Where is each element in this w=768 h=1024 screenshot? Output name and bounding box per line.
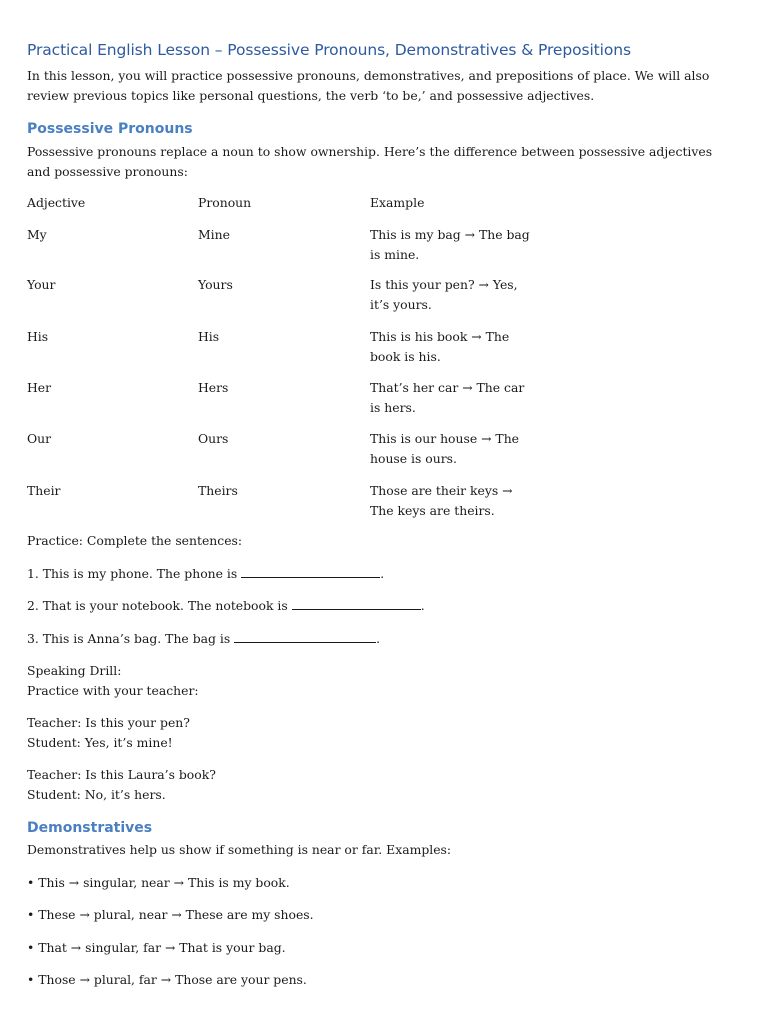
practice-item-end: . bbox=[420, 598, 425, 613]
table-cell-adjective: Our bbox=[27, 431, 52, 446]
table-cell-example: That’s her car → The car is hers. bbox=[370, 380, 525, 415]
table-cell-example: Is this your pen? → Yes, it’s yours. bbox=[370, 277, 518, 312]
demonstrative-item: • That → singular, far → That is your bag. bbox=[27, 939, 286, 955]
demonstratives-heading: Demonstratives bbox=[27, 820, 153, 836]
student-line: Student: Yes, it’s mine! bbox=[27, 734, 173, 750]
table-cell-pronoun: Hers bbox=[198, 380, 229, 395]
practice-item-text: 3. This is Anna’s bag. The bag is bbox=[27, 630, 235, 646]
demonstratives-description: Demonstratives help us show if something is near or far. Examples: bbox=[27, 842, 452, 857]
practice-item bbox=[27, 629, 739, 649]
demonstrative-item: • This → singular, near → This is my book. bbox=[27, 874, 290, 890]
table-row bbox=[27, 378, 547, 429]
table-cell-adjective: Her bbox=[27, 380, 52, 395]
answer-blank[interactable] bbox=[234, 629, 376, 643]
possessive-description: Possessive pronouns replace a noun to show ownership. Here’s the difference between possessive adjectives and possessive pronouns: bbox=[27, 144, 713, 179]
table-cell-pronoun: Ours bbox=[198, 431, 229, 446]
table-header-adjective: Adjective bbox=[27, 195, 86, 210]
practice-item bbox=[27, 564, 739, 584]
table-header-pronoun: Pronoun bbox=[198, 195, 252, 210]
demonstrative-item: • Those → plural, far → Those are your pens. bbox=[27, 972, 307, 987]
speaking-drill-label: Speaking Drill: bbox=[27, 663, 122, 678]
table-cell-example: This is my bag → The bag is mine. bbox=[370, 227, 530, 262]
demonstrative-item: • These → plural, near → These are my shoes. bbox=[27, 907, 314, 922]
practice-item-text: 2. That is your notebook. The notebook is bbox=[27, 598, 292, 613]
teacher-line: Teacher: Is this your pen? bbox=[27, 715, 190, 730]
answer-blank[interactable] bbox=[292, 596, 421, 610]
document-page bbox=[27, 38, 739, 990]
practice-item bbox=[27, 596, 739, 616]
table-cell-example: Those are their keys → The keys are theirs. bbox=[370, 483, 513, 518]
table-cell-adjective: Your bbox=[27, 277, 56, 292]
student-line: Student: No, it’s hers. bbox=[27, 786, 166, 802]
table-cell-adjective: My bbox=[27, 227, 47, 242]
table-cell-example: This is his book → The book is his. bbox=[370, 329, 510, 364]
table-header-row bbox=[27, 193, 547, 225]
practice-item-end: . bbox=[380, 565, 385, 581]
practice-label: Practice: Complete the sentences: bbox=[27, 533, 243, 548]
table-cell-adjective: Their bbox=[27, 483, 61, 498]
table-row bbox=[27, 429, 547, 481]
teacher-line: Teacher: Is this Laura’s book? bbox=[27, 767, 216, 782]
practice-item-text: 1. This is my phone. The phone is bbox=[27, 565, 242, 581]
table-cell-example: This is our house → The house is ours. bbox=[370, 431, 520, 466]
document-title: Practical English Lesson – Possessive Pronouns, Demonstratives & Prepositions bbox=[27, 41, 631, 59]
practice-item-end: . bbox=[376, 630, 381, 646]
table-cell-pronoun: Mine bbox=[198, 227, 230, 242]
intro-paragraph: In this lesson, you will practice possessive pronouns, demonstratives, and prepositions of place. We will also review previous topics like personal questions, the verb ‘to be,’ and possessive adjectives. bbox=[27, 68, 710, 103]
possessive-table bbox=[27, 193, 547, 531]
table-header-example: Example bbox=[370, 195, 425, 210]
table-row bbox=[27, 481, 547, 531]
table-row bbox=[27, 327, 547, 378]
table-row bbox=[27, 275, 547, 327]
answer-blank[interactable] bbox=[241, 564, 380, 578]
table-cell-adjective: His bbox=[27, 329, 49, 344]
speaking-drill-instruction: Practice with your teacher: bbox=[27, 682, 199, 698]
table-cell-pronoun: Yours bbox=[198, 277, 233, 292]
table-cell-pronoun: His bbox=[198, 329, 220, 344]
possessive-pronouns-heading: Possessive Pronouns bbox=[27, 121, 193, 137]
table-cell-pronoun: Theirs bbox=[198, 483, 238, 498]
table-row bbox=[27, 225, 547, 275]
